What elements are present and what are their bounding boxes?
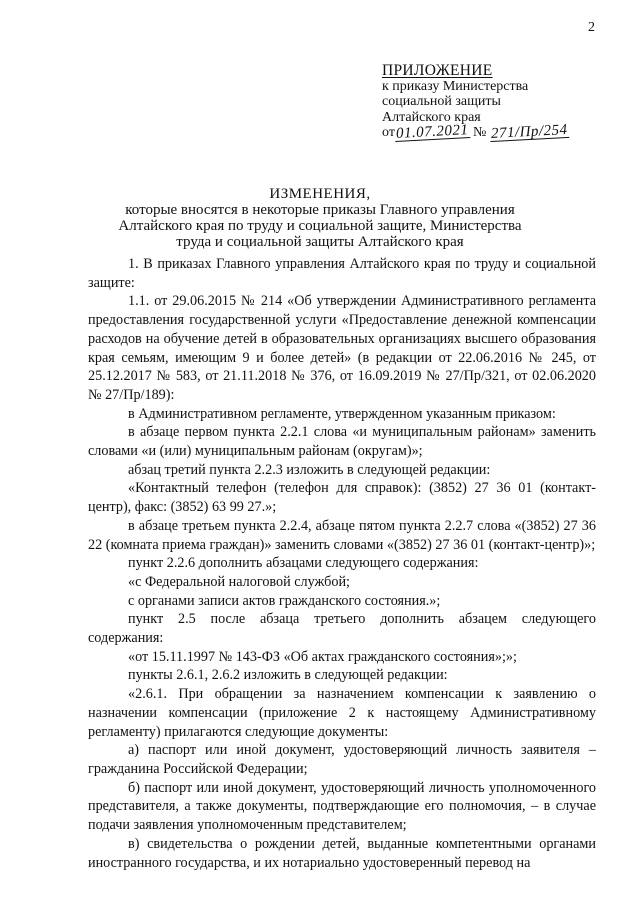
paragraph: «от 15.11.1997 № 143-ФЗ «Об актах гражданского состояния»;»;	[128, 648, 517, 665]
paragraph: с органами записи актов гражданского состояния.»;	[128, 592, 441, 609]
paragraph: 1.1. от 29.06.2015 № 214 «Об утверждении Административного регламента предоставления государственной услуги «Предоставление денежной компенсации расходов на обучение детей в образовательных организациях высшего образования края семьям, имеющим 9 и более детей» (в редакции от 22.06.2016 № 245, от 25.12.2017 № 583, от 21.11.2018 № 376, от 16.09.2019 № 27/Пр/321, от 02.06.2020 № 27/Пр/189):	[88, 293, 596, 403]
heading-line-3: труда и социальной защиты Алтайского края	[176, 234, 464, 250]
heading-line-1: которые вносятся в некоторые приказы Главного управления	[125, 202, 515, 218]
document-heading	[0, 186, 640, 250]
paragraph: «с Федеральной налоговой службой;	[128, 573, 350, 590]
appendix-line-3: Алтайского края	[382, 109, 481, 125]
appendix-block	[382, 63, 622, 141]
paragraph: «2.6.1. При обращении за назначением компенсации к заявлению о назначении компенсации (приложение 2 к настоящему Административному регламенту) прилагаются следующие документы:	[88, 686, 596, 740]
heading-title: ИЗМЕНЕНИЯ,	[269, 186, 371, 202]
paragraph: б) паспорт или иной документ, удостоверяющий личность уполномоченного представителя, а также документы, подтверждающие его полномочия, – в случае подачи заявления уполномоченным представителем;	[88, 779, 596, 834]
paragraph: а) паспорт или иной документ, удостоверяющий личность заявителя – гражданина Российской Федерации;	[88, 742, 596, 777]
appendix-date-line	[382, 122, 622, 142]
paragraph: в Административном регламенте, утвержденном указанным приказом:	[128, 405, 556, 422]
paragraph: в) свидетельства о рождении детей, выданные компетентными органами иностранного государства, и их нотариально удостоверенный перевод на	[88, 835, 596, 871]
appendix-number-sign: №	[472, 125, 487, 140]
paragraph: пункт 2.5 после абзаца третьего дополнить абзацем следующего содержания:	[88, 611, 596, 647]
appendix-line-2: социальной защиты	[382, 94, 501, 109]
document-body	[88, 255, 596, 872]
paragraph: в абзаце третьем пункта 2.2.4, абзаце пятом пункта 2.2.7 слова «(3852) 27 36 22 (комната приема граждан)» заменить словами «(3852) 27 36 01 (контакт-центр)»;	[88, 517, 596, 553]
appendix-order-number: 271/Пр/254	[490, 122, 568, 142]
appendix-date: 01.07.2021	[395, 122, 469, 142]
paragraph: 1. В приказах Главного управления Алтайского края по труду и социальной защите:	[88, 256, 596, 291]
paragraph: пункты 2.6.1, 2.6.2 изложить в следующей редакции:	[128, 667, 448, 684]
paragraph: «Контактный телефон (телефон для справок): (3852) 27 36 01 (контакт-центр), факс: (3852) 63 99 27.»;	[88, 480, 596, 516]
paragraph: пункт 2.2.6 дополнить абзацами следующего содержания:	[128, 555, 479, 572]
paragraph: абзац третий пункта 2.2.3 изложить в следующей редакции:	[128, 461, 491, 478]
appendix-line-1: к приказу Министерства	[382, 78, 529, 94]
heading-line-2: Алтайского края по труду и социальной защите, Министерства	[118, 218, 522, 234]
paragraph: в абзаце первом пункта 2.2.1 слова «и муниципальным районам» заменить словами «и (или) муниципальным районам (округам)»;	[88, 424, 596, 460]
appendix-from-prefix: от	[382, 125, 395, 140]
page-number: 2	[588, 20, 595, 35]
appendix-title: ПРИЛОЖЕНИЕ	[382, 62, 493, 79]
